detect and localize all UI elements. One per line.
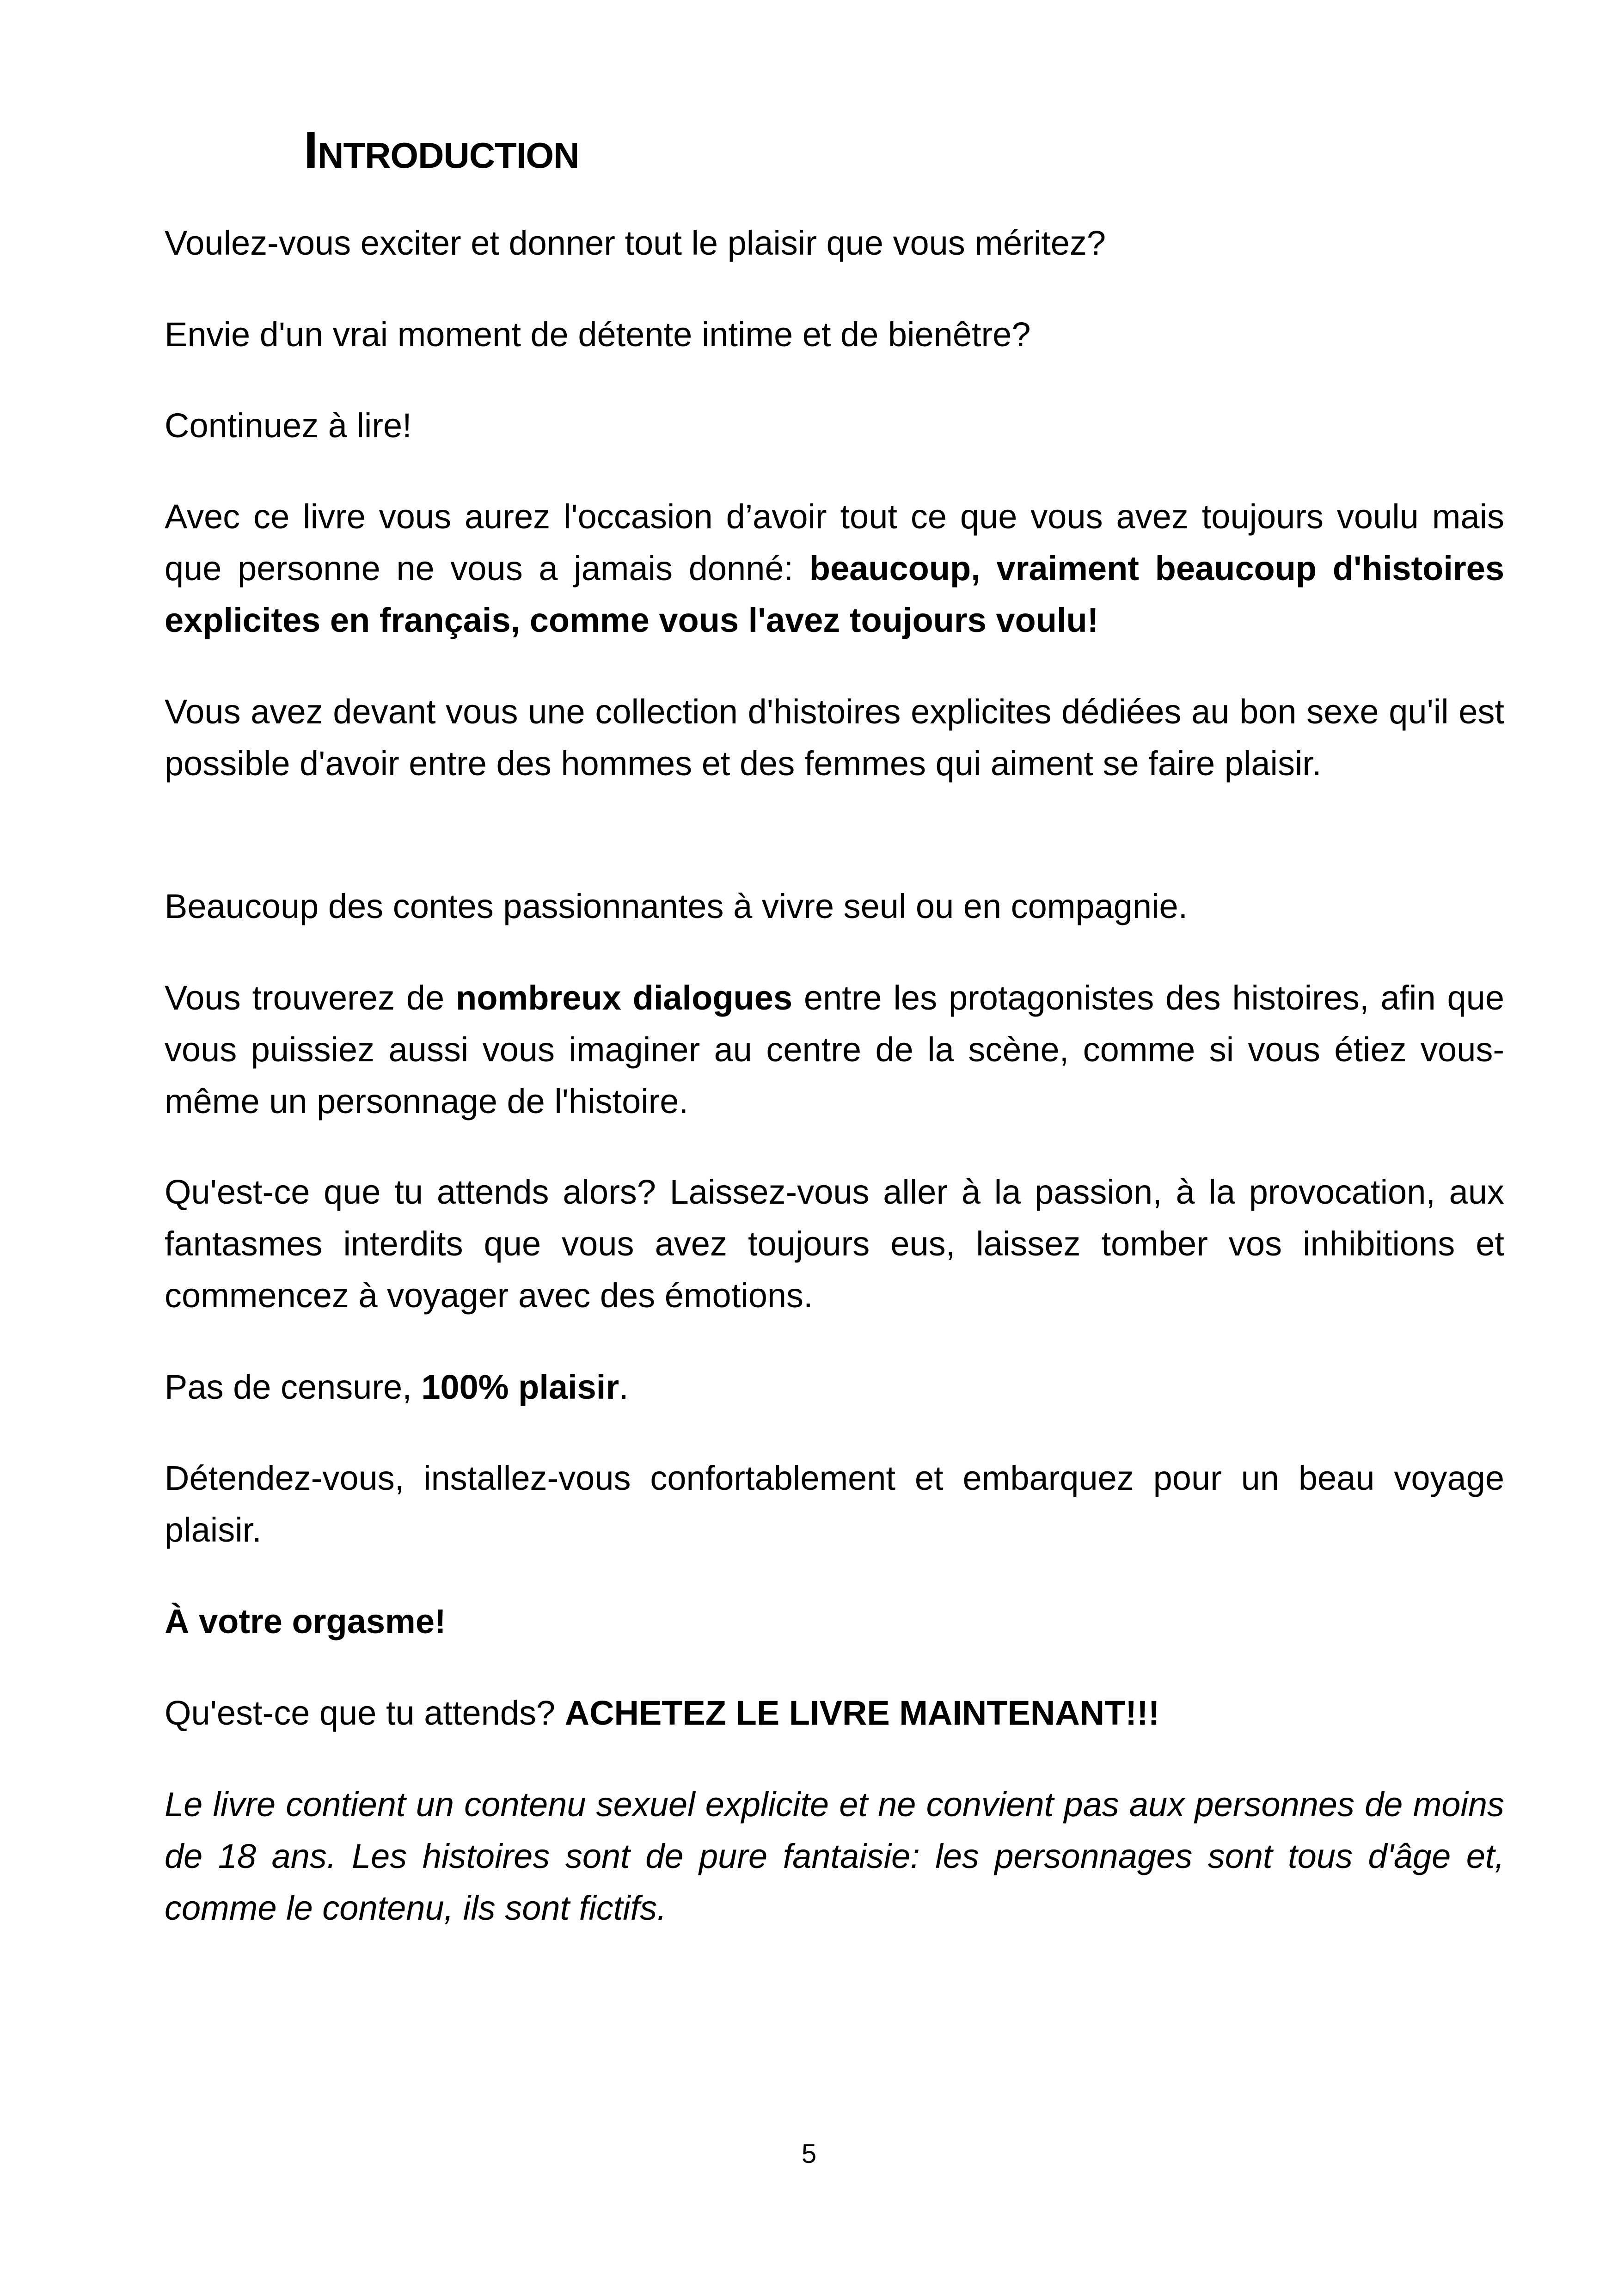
paragraph-4-bold: beaucoup, vraiment beaucoup d'histoires explicites en français, comme vous l'avez toujours voulu! <box>165 549 1504 639</box>
section-heading: Introduction <box>304 121 579 179</box>
paragraph-10: Détendez-vous, installez-vous confortablement et embarquez pour un beau voyage plaisir. <box>165 1459 1504 1549</box>
page-number: 5 <box>801 2139 817 2169</box>
paragraph-9-start: Pas de censure, <box>165 1368 422 1406</box>
paragraph-11: À votre orgasme! <box>165 1602 446 1641</box>
paragraph-7-end: entre les protagonistes des histoires, afin que vous puissiez aussi vous imaginer au centre de la scène, comme si vous étiez vous-même un personnage de l'histoire. <box>165 979 1504 1120</box>
paragraph-7-start: Vous trouverez de <box>165 979 456 1017</box>
paragraph-9 <box>165 1361 1504 1413</box>
paragraph-7 <box>165 972 1504 1127</box>
paragraph-7-bold: nombreux dialogues <box>456 979 793 1017</box>
paragraph-9-bold: 100% plaisir <box>421 1368 619 1406</box>
paragraph-12-start: Qu'est-ce que tu attends? <box>165 1694 565 1732</box>
paragraph-6: Beaucoup des contes passionnantes à vivre seul ou en compagnie. <box>165 887 1188 925</box>
paragraph-4-text: Avec ce livre vous aurez l'occasion d’avoir tout ce que vous avez toujours voulu mais que personne ne vous a jamais donné: <box>165 497 1504 588</box>
paragraph-12 <box>165 1687 1504 1739</box>
paragraph-2: Envie d'un vrai moment de détente intime et de bienêtre? <box>165 315 1031 354</box>
paragraph-1: Voulez-vous exciter et donner tout le plaisir que vous méritez? <box>165 224 1106 262</box>
paragraph-4 <box>165 491 1504 646</box>
paragraph-5: Vous avez devant vous une collection d'histoires explicites dédiées au bon sexe qu'il est possible d'avoir entre des hommes et des femmes qui aiment se faire plaisir. <box>165 692 1504 783</box>
paragraph-13-disclaimer: Le livre contient un contenu sexuel explicite et ne convient pas aux personnes de moins de 18 ans. Les histoires sont de pure fantaisie: les personnages sont tous d'âge et, comme le contenu, ils sont fictifs. <box>165 1785 1504 1927</box>
paragraph-9-end: . <box>619 1368 629 1406</box>
paragraph-3: Continuez à lire! <box>165 406 412 445</box>
paragraph-8: Qu'est-ce que tu attends alors? Laissez-vous aller à la passion, à la provocation, aux fantasmes interdits que vous avez toujours eus, laissez tomber vos inhibitions et commencez à voyager avec des émotions. <box>165 1173 1504 1315</box>
paragraph-12-bold: ACHETEZ LE LIVRE MAINTENANT!!! <box>564 1694 1160 1732</box>
